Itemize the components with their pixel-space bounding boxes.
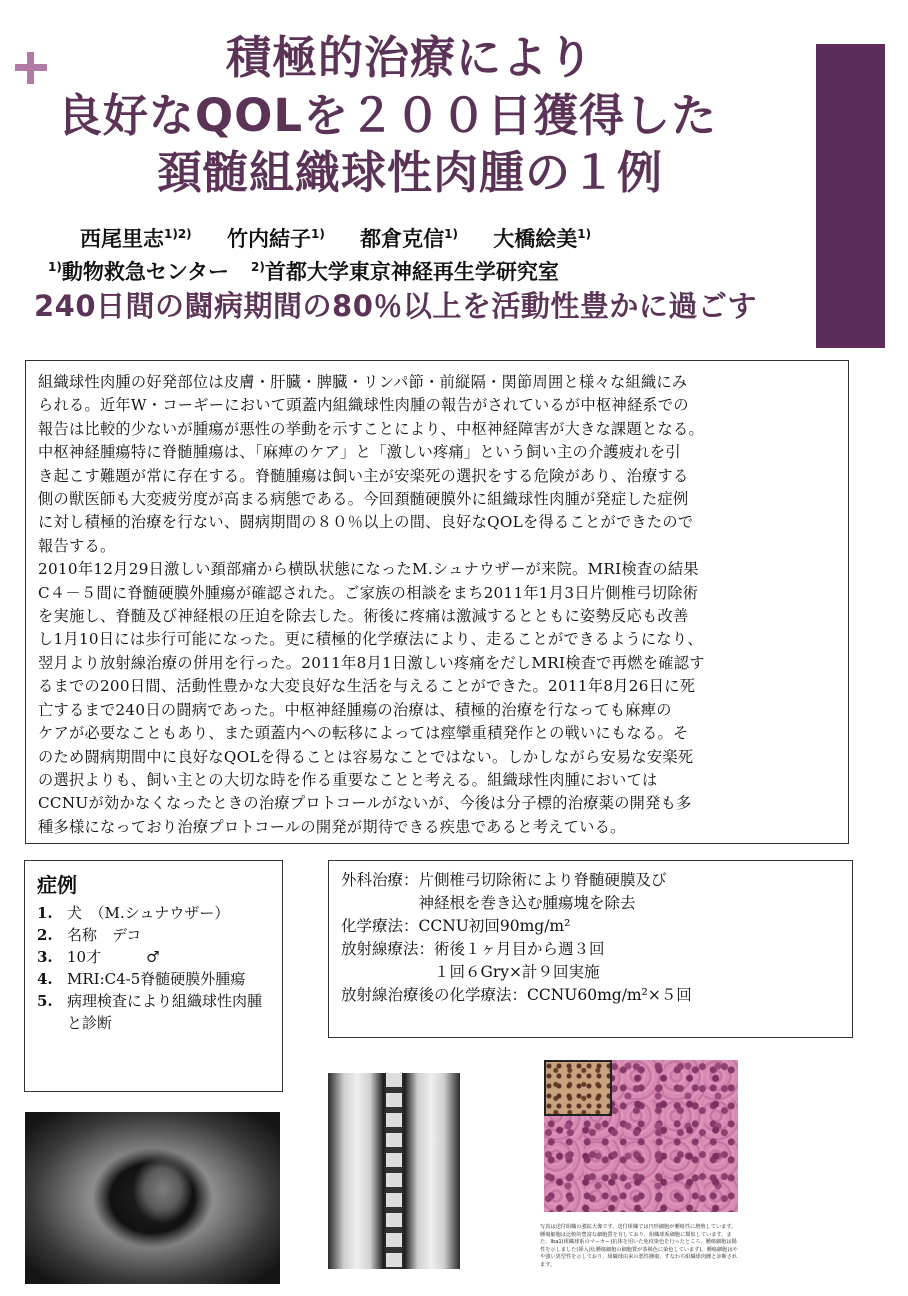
treatment-box <box>328 860 853 1038</box>
abstract-box <box>25 360 849 844</box>
abstract-line: CCNUが効かなくなったときの治療プロトコールがないが、今後は分子標的治療薬の開発も多 <box>38 794 692 813</box>
abstract-line: 側の獣医師も大変疲労度が高まる病態である。今回頚髄硬膜外に組織球性肉腫が発症した症例 <box>38 490 689 509</box>
treatment-line: 神経根を巻き込む腫瘍塊を除去 <box>341 894 636 912</box>
title-line-1: 積極的治療により <box>225 31 594 84</box>
abstract-line: の選択よりも、飼い主との大切な時を作る重要なことと考える。組織球性肉腫においては <box>38 770 658 789</box>
abstract-line: のため闘病期間中に良好なQOLを得ることは容易なことではない。しかしながら安易な安楽死 <box>38 747 694 766</box>
treatment-line: 放射線治療後の化学療法：CCNU60mg/m²×５回 <box>341 986 692 1004</box>
author-list <box>80 223 619 253</box>
abstract-line: し1月10日には歩行可能になった。更に積極的化学療法により、走ることができるようになり、 <box>38 630 703 649</box>
list-item <box>37 990 274 1034</box>
list-text: 名称 デコ <box>67 926 142 944</box>
figure-caption: 写真は送付組織の強拡大像です。送付組織では円形細胞が腫瘍性に増殖しています。腫瘍細胞は比較的豊富な細胞質を有しており、組織球系細胞に類似しています。また、Iba1(組織球系のマーカー)抗体を用いた免疫染色を行ったところ、腫瘍細胞は陽性を示しました(挿入図;腫瘍細胞の細胞質が茶褐色に染色しています)。腫瘍細胞はやや強い異型性を示しており、組織球由来の悪性腫瘍、すなわち組織球肉腫と診断されます。 <box>540 1224 738 1268</box>
list-item <box>37 968 274 990</box>
mri-axial-image <box>25 1112 280 1284</box>
author-4 <box>493 227 591 251</box>
abstract-line: 亡するまで240日の闘病であった。中枢神経腫瘍の治療は、積極的治療を行なっても麻痺の <box>38 700 672 719</box>
treatment-line: 外科治療：片側椎弓切除術により脊髄硬膜及び <box>341 871 667 889</box>
author-1 <box>80 227 192 251</box>
author-name: 大橋絵美 <box>493 227 578 251</box>
abstract-line: 報告する。 <box>38 536 116 555</box>
case-heading: 症例 <box>37 873 77 897</box>
list-text: MRI:C4-5脊髄硬膜外腫瘍 <box>67 970 246 988</box>
title-line-2: 良好なQOLを２００日獲得した <box>56 89 718 142</box>
author-name: 竹内結子 <box>226 227 311 251</box>
author-name: 西尾里志 <box>80 227 164 251</box>
abstract-line: ケアが必要なこともあり、また頭蓋内への転移によっては痙攣重積発作との戦いにもなる。そ <box>38 724 689 743</box>
case-box <box>24 860 283 1092</box>
author-affiliation-mark: 1) <box>444 227 458 241</box>
author-affiliation-mark: 1) <box>310 227 325 241</box>
abstract-line: 報告は比較的少ないが腫瘍が悪性の挙動を示すことにより、中枢神経障害が大きな課題となる。 <box>38 419 704 438</box>
abstract-line: 翌月より放射線治療の併用を行った。2011年8月1日激しい疼痛をだしMRI検査で再燃を確認す <box>38 653 705 672</box>
case-list <box>37 902 274 1034</box>
list-number: 1. <box>37 904 53 922</box>
affiliation-mark: 1) <box>48 260 62 274</box>
treatment-line: 化学療法：CCNU初回90mg/m² <box>341 917 571 935</box>
title-line-3: 頚髄組織球性肉腫の１例 <box>156 146 663 199</box>
author-3 <box>360 227 458 251</box>
author-name: 都倉克信 <box>360 227 445 251</box>
abstract-line: を実施し、脊髄及び神経根の圧迫を除去した。術後に疼痛は激減するとともに姿勢反応も改善 <box>38 607 689 626</box>
abstract-line: C４－５間に脊髄硬膜外腫瘍が確認された。ご家族の相談をまち2011年1月3日片側椎弓切除術 <box>38 583 699 602</box>
author-affiliation-mark: 1)2) <box>164 227 192 241</box>
abstract-line: 種多様になっており治療プロトコールの開発が期待できる疾患であると考えている。 <box>38 817 626 836</box>
histology-inset-image <box>544 1060 612 1116</box>
abstract-line: 組織球性肉腫の好発部位は皮膚・肝臓・脾臓・リンパ節・前縦隔・関節周囲と様々な組織にみ <box>38 373 688 391</box>
treatment-line: 放射線療法：術後１ヶ月目から週３回 <box>341 940 605 958</box>
subtitle: 240日間の闘病期間の80％以上を活動性豊かに過ごす <box>34 289 757 323</box>
histology-figure <box>540 1060 738 1290</box>
list-number: 5. <box>37 992 53 1010</box>
list-number: 4. <box>37 970 53 988</box>
abstract-line: き起こす難題が常に存在する。脊髄腫瘍は飼い主が安楽死の選択をする危険があり、治療する <box>38 466 689 485</box>
abstract-line: に対し積極的治療を行ない、闘病期間の８０％以上の間、良好なQOLを得ることができたので <box>38 513 694 532</box>
treatment-line: １回６Gry×計９回実施 <box>341 963 600 981</box>
mri-sagittal-image <box>328 1073 460 1269</box>
abstract-line: 2010年12月29日激しい頚部痛から横臥状態になったM.シュナウザーが来院。MRI検査の結果 <box>38 560 699 579</box>
list-text: 犬 （M.シュナウザー） <box>67 904 230 922</box>
spinal-column <box>386 1073 402 1269</box>
author-2 <box>227 227 325 251</box>
list-number: 2. <box>37 926 53 944</box>
list-item <box>37 902 274 924</box>
author-affiliation-mark: 1) <box>577 227 592 241</box>
list-number: 3. <box>37 948 53 966</box>
accent-bar <box>816 44 885 348</box>
abstract-line: られる。近年W・コーギーにおいて頭蓋内組織球性肉腫の報告がされているが中枢神経系での <box>38 396 689 415</box>
affiliations <box>48 256 559 286</box>
affiliation-mark: 2) <box>251 260 265 274</box>
list-text: 病理検査により組織球性肉腫と診断 <box>67 992 263 1032</box>
affiliation-name: 動物救急センター <box>61 260 230 284</box>
abstract-line: 中枢神経腫瘍特に脊髄腫瘍は、「麻痺のケア」と「激しい疼痛」という飼い主の介護疲れを引 <box>38 443 681 462</box>
list-item <box>37 924 274 946</box>
abstract-line: るまでの200日間、活動性豊かな大変良好な生活を与えることができた。2011年8月26日に死 <box>38 677 696 696</box>
list-item <box>37 946 274 968</box>
affiliation-name: 首都大学東京神経再生学研究室 <box>264 260 559 284</box>
list-text: 10才 ♂ <box>67 948 160 966</box>
